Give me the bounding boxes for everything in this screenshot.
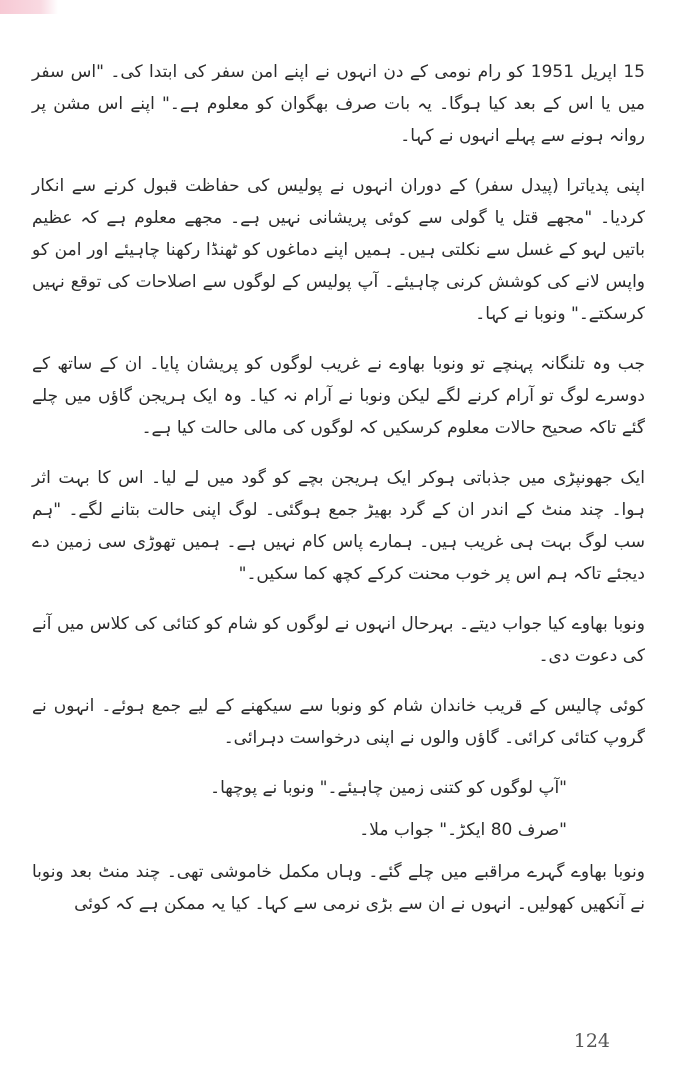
text-column <box>32 56 645 938</box>
dialogue-line-question: "آپ لوگوں کو کتنی زمین چاہیئے۔" ونوبا نے پوچھا۔ <box>210 778 567 798</box>
page-number: 124 <box>573 1030 610 1052</box>
corner-color-mark <box>0 0 58 14</box>
paragraph-6: کوئی چالیس کے قریب خاندان شام کو ونوبا سے سیکھنے کے لیے جمع ہوئے۔ انہوں نے گروپ کتائی کرائی۔ گاؤں والوں نے اپنی درخواست دہرائی۔ <box>32 696 645 748</box>
dialogue-line-answer: "صرف 80 ایکڑ۔" جواب ملا۔ <box>359 820 567 840</box>
paragraph-1: 15 اپریل 1951 کو رام نومی کے دن انہوں نے اپنے امن سفر کی ابتدا کی۔ "اس سفر میں یا اس کے بعد کیا ہوگا۔ یہ بات صرف بھگوان کو معلوم ہے۔" اپنے اس مشن پر روانہ ہونے سے پہلے انہوں نے کہا۔ <box>32 62 645 146</box>
paragraph-4: ایک جھونپڑی میں جذباتی ہوکر ایک ہریجن بچے کو گود میں لے لیا۔ اس کا بہت اثر ہوا۔ چند منٹ کے اندر ان کے گرد بھیڑ جمع ہوگئی۔ لوگ اپنی حالت بتانے لگے۔ "ہم سب لوگ بہت ہی غریب ہیں۔ ہمارے پاس کام نہیں ہے۔ ہمیں تھوڑی سی زمین دے دیجئے تاکہ ہم اس پر خوب محنت کرکے کچھ کما سکیں۔" <box>32 468 645 584</box>
paragraph-3: جب وہ تلنگانہ پہنچے تو ونوبا بھاوے نے غریب لوگوں کو پریشان پایا۔ ان کے ساتھ کے دوسرے لوگ تو آرام کرنے لگے لیکن ونوبا نے آرام نہ کیا۔ وہ ایک ہریجن گاؤں میں چلے گئے تاکہ صحیح حالات معلوم کرسکیں کہ لوگوں کی مالی حالت کیا ہے۔ <box>32 354 645 438</box>
paragraph-2: اپنی پدیاترا (پیدل سفر) کے دوران انہوں نے پولیس کی حفاظت قبول کرنے سے انکار کردیا۔ "مجھے قتل یا گولی سے کوئی پریشانی نہیں ہے۔ مجھے معلوم ہے کہ عظیم باتیں لہو کے غسل سے نکلتی ہیں۔ ہمیں اپنے دماغوں کو ٹھنڈا رکھنا چاہیئے اور امن کو واپس لانے کی کوشش کرنی چاہیئے۔ آپ پولیس کے لوگوں سے اصلاحات کی توقع نہیں کرسکتے۔" ونوبا نے کہا۔ <box>32 176 645 324</box>
paragraph-5: ونوبا بھاوے کیا جواب دیتے۔ بہرحال انہوں نے لوگوں کو شام کو کتائی کی کلاس میں آنے کی دعوت دی۔ <box>32 614 645 666</box>
paragraph-7: ونوبا بھاوے گہرے مراقبے میں چلے گئے۔ وہاں مکمل خاموشی تھی۔ چند منٹ بعد ونوبا نے آنکھیں کھولیں۔ انہوں نے ان سے بڑی نرمی سے کہا۔ کیا یہ ممکن ہے کہ کوئی <box>32 862 645 914</box>
